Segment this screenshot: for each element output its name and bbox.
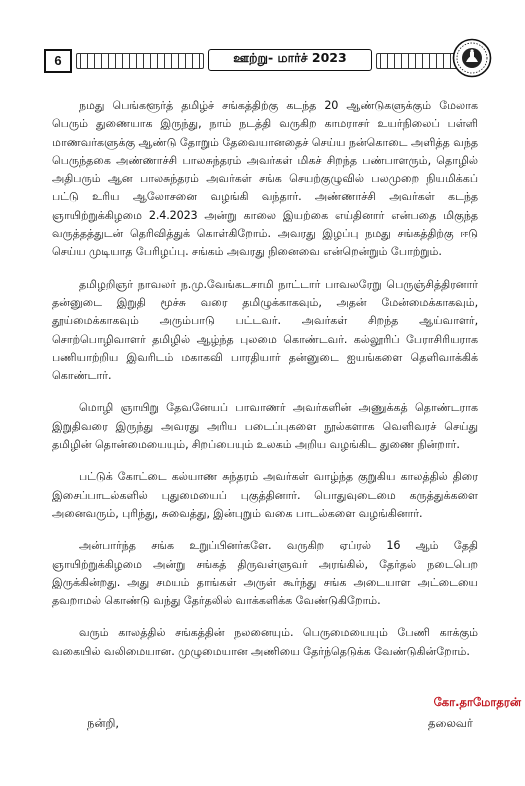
paragraph-election: அன்பார்ந்த சங்க உறுப்பினர்களே. வருகிற ஏப்ரல் 16 ஆம் தேதி ஞாயிற்றுக்கிழமை அன்று சங்கத் திருவள்ளுவர் அரங்கில், தேர்தல் நடைபெற இருக்கின்றது. அது சமயம் தாங்கள் அருள் கூர்ந்து சங்க அடையாள அட்டையை தவறாமல் கொண்டு வந்து தேர்தலில் வாக்களிக்க வேண்டுகிறோம். <box>52 539 478 608</box>
signer-name: கோ.தாமோதரன் <box>433 695 521 709</box>
signer-role: தலைவர் <box>428 716 473 730</box>
paragraph-appeal: வரும் காலத்தில் சங்கத்தின் நலனையும். பெருமையையும் பேணி காக்கும் வகையில் வலிமையான. முழுமையான அணியை தேர்ந்தெடுக்க வேண்டுகின்றோம். <box>52 626 478 658</box>
paragraph-pattukkottai: பட்டுக் கோட்டை கல்யாண சுந்தரம் அவர்கள் வாழ்ந்த குறுகிய காலத்தில் திரை இசைப்பாடல்களில் புதுமையைப் புகுத்தினார். பொதுவுடைமை கருத்துக்களை அனைவரும், புரிந்து, சுவைத்து, இன்புறும் வகை பாடல்களை வழங்கினார். <box>52 470 478 520</box>
ornament-border-left <box>76 53 204 69</box>
circular-seal-emblem-icon <box>452 38 492 78</box>
page-header <box>44 49 478 71</box>
thanks-text: நன்றி, <box>87 716 120 730</box>
paragraph-tribute: நமது பெங்களூர்த் தமிழ்ச் சங்கத்திற்கு கடந்த 20 ஆண்டுகளுக்கும் மேலாக பெரும் துணையாக இருந்து, நாம் நடத்தி வருகிற காமராசர் உயர்நிலைப் பள்ளி மாணவர்களுக்கு ஆண்டு தோறும் தேவையானதைச் செய்ய நன்கொடை அளித்த வந்த பெருந்தகை அண்ணாச்சி பாலசுந்தரம் அவர்கள் மிகச் சிறந்த பண்பாளரும், தொழில் அதிபரும் ஆன பாலசுந்தரம் அவர்கள் சங்க செயற்குழுவில் பலமுறை நியமிக்கப் பட்டு உரிய ஆலோசனை வழங்கி வந்தார். அண்ணாச்சி அவர்கள் கடந்த ஞாயிற்றுக்கிழமை 2.4.2023 அன்று காலை இயற்கை எய்தினார் என்பதை மிகுந்த வருத்தத்துடன் தெரிவித்துக் கொள்கிறோம். அவரது இழப்பு நமது சங்கத்திற்கு ஈடு செய்ய முடியாத பேரிழப்பு. சங்கம் அவரது நினைவை என்றென்றும் போற்றும். <box>52 99 478 259</box>
paragraph-paavaanar: மொழி ஞாயிறு தேவனேயப் பாவாணர் அவர்களின் அணுக்கத் தொண்டராக இறுதிவரை இருந்து அவரது அரிய படைப்புகளை நூல்களாக வெளிவரச் செய்து தமிழின் தொன்மையையும், சிறப்பையும் உலகம் அறிய வழங்கிட துணை நின்றார். <box>52 401 478 452</box>
paragraph-naattar: தமிழறிஞர் நாவலர் ந.மு.வேங்கடசாமி நாட்டார் பாவலரேறு பெருஞ்சித்திரனார் தன்னுடை இறுதி மூச்சு வரை தமிழுக்காகவும், அதன் மேன்மைக்காகவும், தூய்மைக்காகவும் அரும்பாடு பட்டவர். அவர்கள் சிறந்த ஆய்வாளர், சொற்பொழிவாளர் தமிழில் ஆழ்ந்த புலமை கொண்டவர். கல்லூரிப் பேராசிரியராக பணியாற்றிய இவரிடம் மகாகவி பாரதியார் தன்னுடை ஐயங்களை தெளிவாக்கிக் கொண்டார். <box>52 277 478 383</box>
page-number: 6 <box>44 49 72 73</box>
magazine-title: ஊற்று- மார்ச் 2023 <box>208 49 372 71</box>
article-body <box>52 97 478 665</box>
